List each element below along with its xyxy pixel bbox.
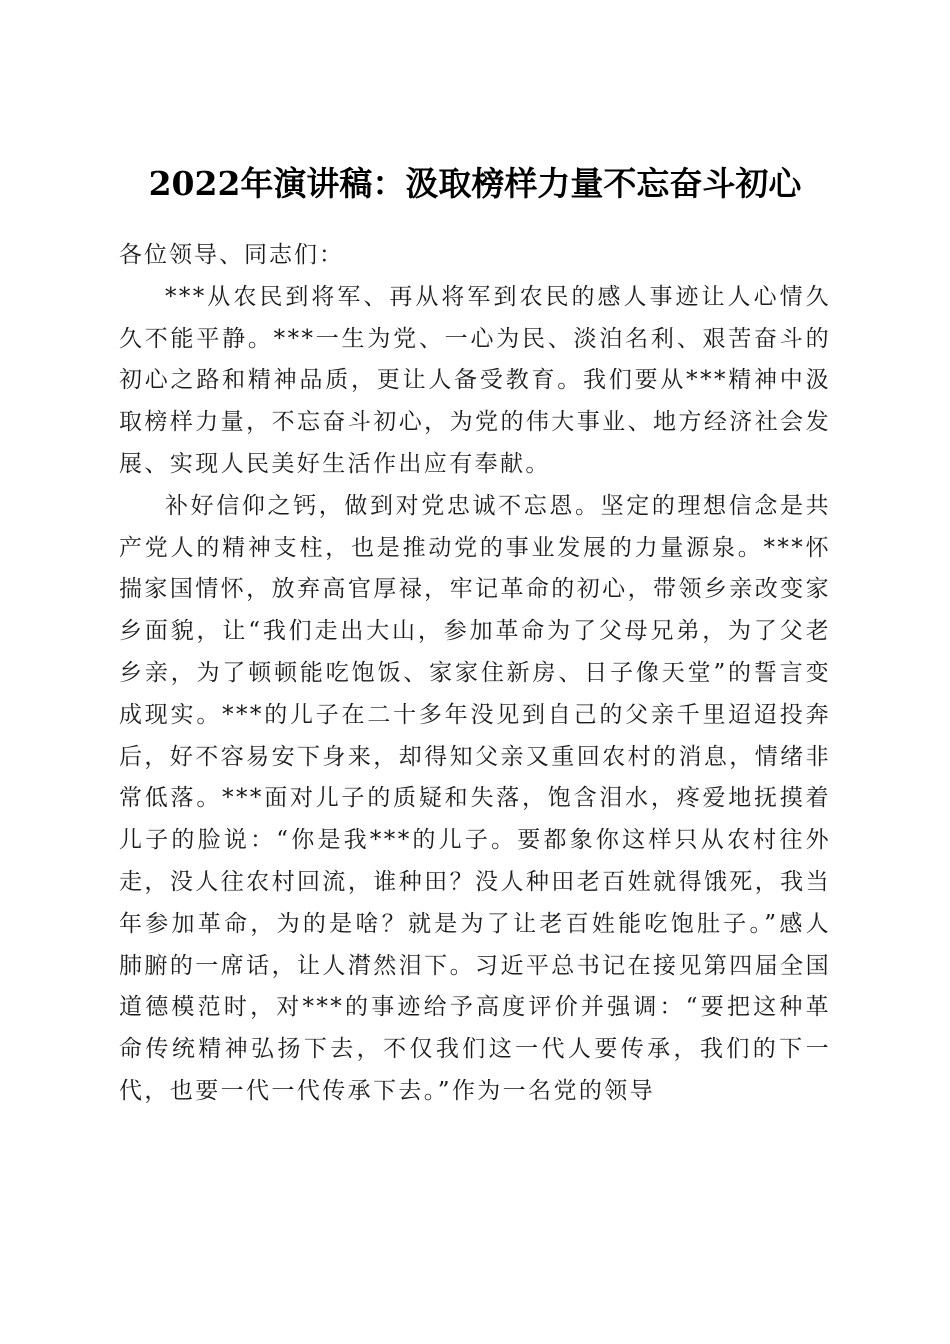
paragraph-2: 补好信仰之钙，做到对党忠诚不忘恩。坚定的理想信念是共产党人的精神支柱，也是推动党的事业发展的力量源泉。***怀揣家国情怀，放弃高官厚禄，牢记革命的初心，带领乡亲改变家乡面貌，让“我们走出大山，参加革命为了父母兄弟，为了父老乡亲，为了顿顿能吃饱饭、家家住新房、日子像天堂”的誓言变成现实。***的儿子在二十多年没见到自己的父亲千里迢迢投奔后，好不容易安下身来，却得知父亲又重回农村的消息，情绪非常低落。***面对儿子的质疑和失落，饱含泪水，疼爱地抚摸着儿子的脸说：“你是我***的儿子。要都象你这样只从农村往外走，没人往农村回流，谁种田？没人种田老百姓就得饿死，我当年参加革命，为的是啥？就是为了让老百姓能吃饱肚子。”感人肺腑的一席话，让人潸然泪下。习近平总书记在接见第四届全国道德模范时，对***的事迹给予高度评价并强调：“要把这种革命传统精神弘扬下去，不仅我们这一代人要传承，我们的下一代，也要一代一代传承下去。”作为一名党的领导 [119, 492, 831, 1104]
salutation: 各位领导、同志们： [119, 242, 344, 268]
paragraph-1: ***从农民到将军、再从将军到农民的感人事迹让人心情久久不能平静。***一生为党、一心为民、淡泊名利、艰苦奋斗的初心之路和精神品质，更让人备受教育。我们要从***精神中汲取榜样力量，不忘奋斗初心，为党的伟大事业、地方经济社会发展、实现人民美好生活作出应有奉献。 [119, 283, 831, 477]
document-body [119, 235, 831, 1113]
document-title: 2022年演讲稿：汲取榜样力量不忘奋斗初心 [148, 164, 802, 204]
